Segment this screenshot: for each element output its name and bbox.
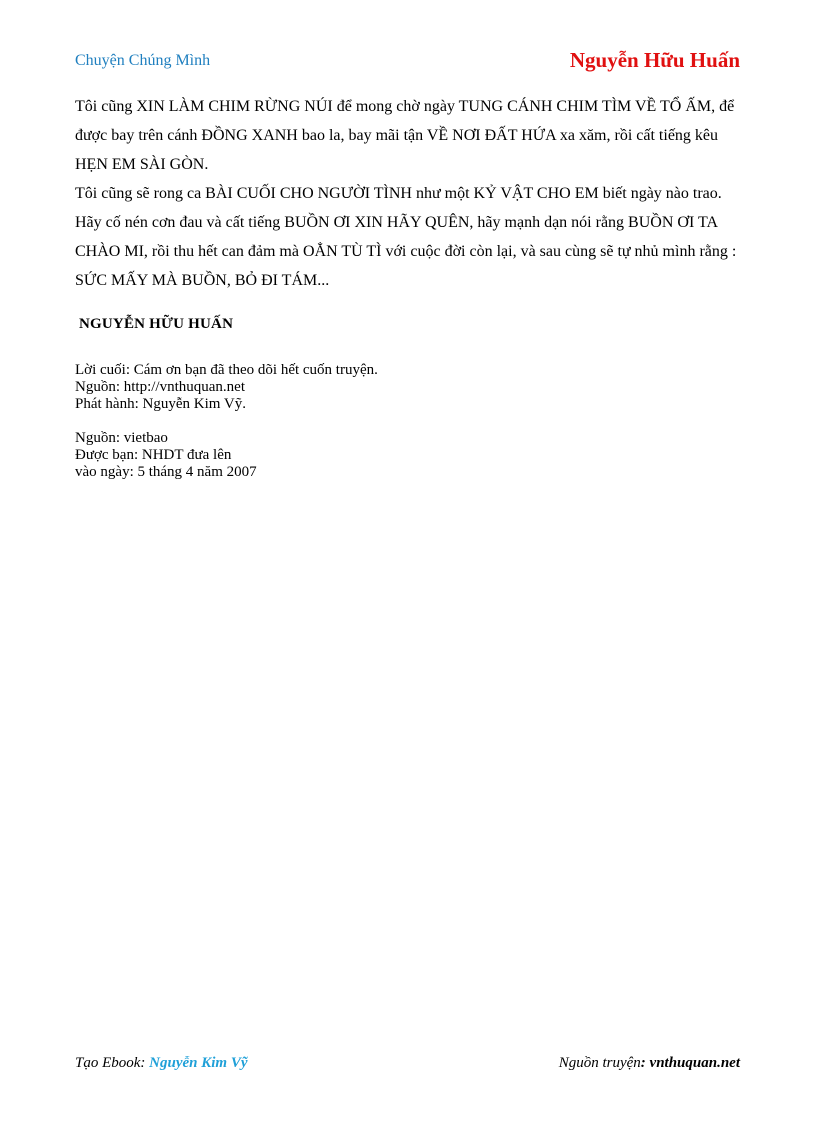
story-body: [75, 92, 745, 295]
paragraph-1: Tôi cũng XIN LÀM CHIM RỪNG NÚI để mong chờ ngày TUNG CÁNH CHIM TÌM VỀ TỔ ẤM, để được bay trên cánh ĐỒNG XANH bao la, bay mãi tận VỀ NƠI ĐẤT HỨA xa xăm, rồi cất tiếng kêu HẸN EM SÀI GÒN.: [75, 98, 735, 173]
meta-line-closing: Lời cuối: Cám ơn bạn đã theo dõi hết cuốn truyện.: [75, 362, 378, 378]
author-signature: NGUYỄN HỮU HUẤN: [79, 316, 234, 332]
meta-gap: [75, 413, 378, 430]
footer-source-sep: :: [640, 1055, 650, 1071]
meta-line-publisher: Phát hành: Nguyễn Kim Vỹ.: [75, 396, 246, 412]
footer-ebook-credit: [75, 1055, 248, 1072]
footer-ebook-name: Nguyễn Kim Vỹ: [149, 1055, 248, 1071]
meta-line-source: Nguồn: http://vnthuquan.net: [75, 379, 245, 395]
footer-source-label: Nguồn truyện: [558, 1055, 641, 1071]
meta-line-uploader: Được bạn: NHDT đưa lên: [75, 447, 232, 463]
header-book-title: Chuyện Chúng Mình: [75, 52, 211, 69]
paragraph-2: Tôi cũng sẽ rong ca BÀI CUỐI CHO NGƯỜI TÌNH như một KỶ VẬT CHO EM biết ngày nào trao. Hãy cố nén cơn đau và cất tiếng BUỒN ƠI XIN HÃY QUÊN, hãy mạnh dạn nói rằng BUỒN ƠI TA CHÀO MI, rồi thu hết can đảm mà OẲN TÙ TÌ với cuộc đời còn lại, và sau cùng sẽ tự nhủ mình rằng : SỨC MẤY MÀ BUỒN, BỎ ĐI TÁM...: [75, 185, 737, 289]
footer-source-credit: [559, 1055, 740, 1072]
footer-ebook-label: Tạo Ebook: [75, 1055, 141, 1071]
footer-source-site: vnthuquan.net: [649, 1055, 740, 1071]
meta-line-source-2: Nguồn: vietbao: [75, 430, 168, 446]
meta-line-date: vào ngày: 5 tháng 4 năm 2007: [75, 464, 257, 480]
header-author: Nguyễn Hữu Huấn: [569, 48, 740, 72]
publication-meta: [75, 362, 378, 481]
footer-ebook-sep: :: [140, 1055, 150, 1071]
